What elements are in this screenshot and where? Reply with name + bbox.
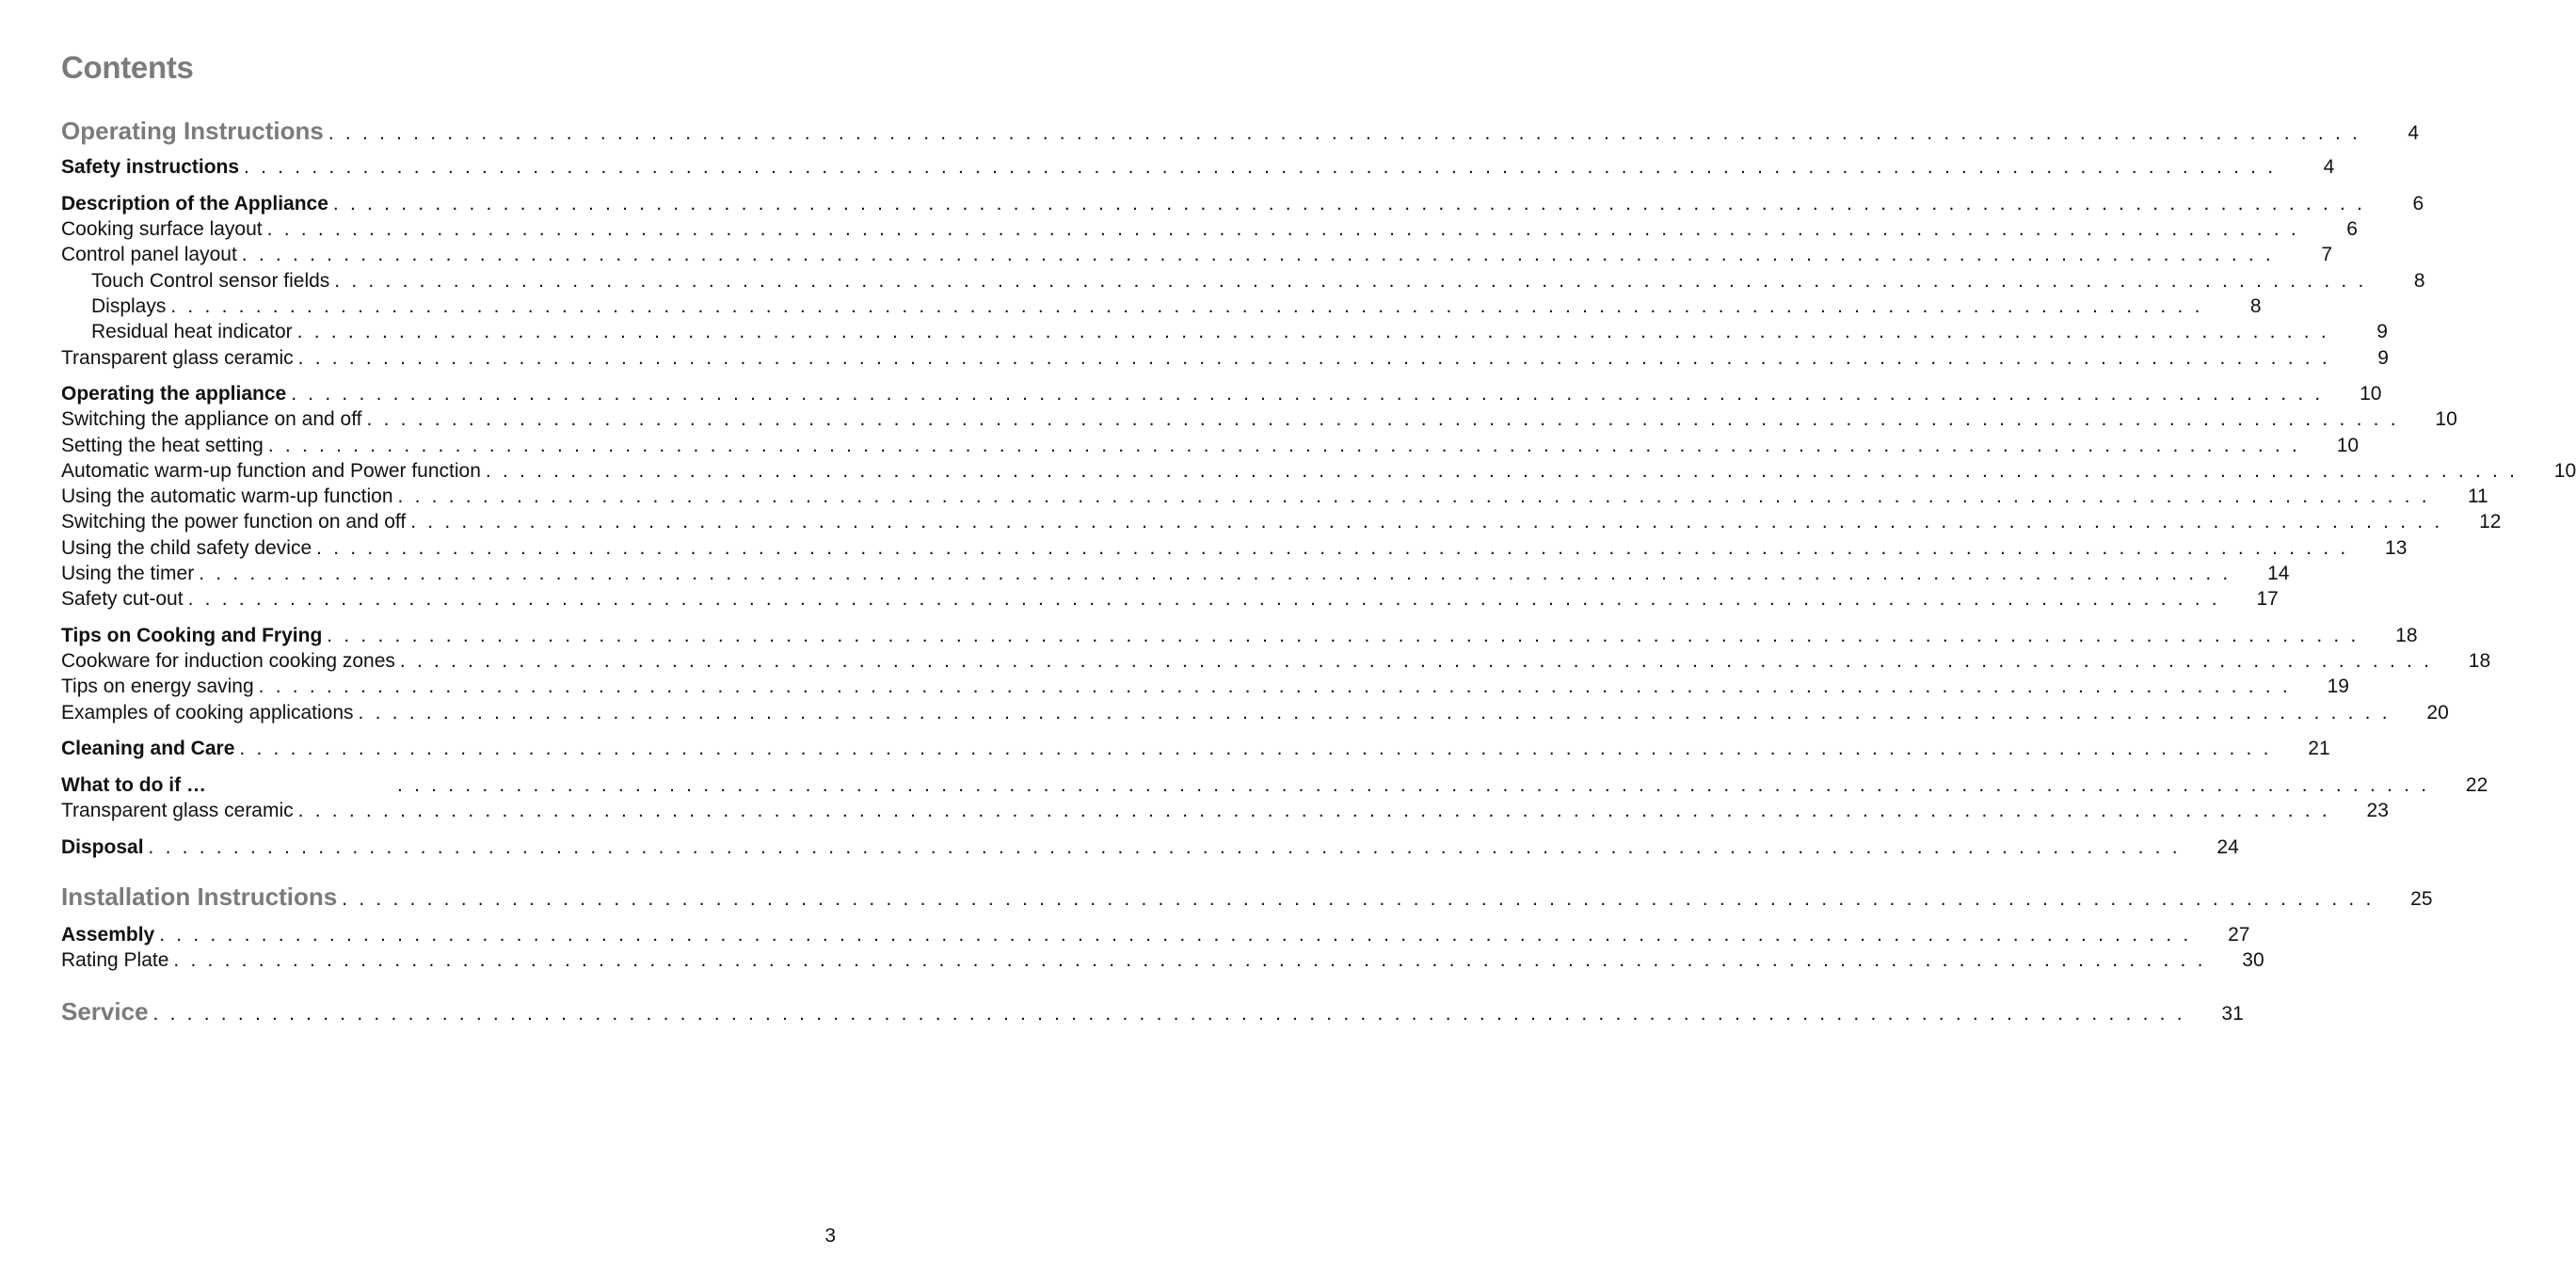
dot-leader: . . . . . . . . . . . . . . . . . . . . . . . . . . . . . . . . . . . . . . . . . . . . . . . . . . . . . . . . . . . . . . . . . . . . . . . . . . . . . . . . . . . . . . . . . . . . . . . . . . . . . . . . . . . . . . . . . . . . . . . . xyxy=(159,924,2192,946)
dot-leader: . . . . . . . . . . . . . . . . . . . . . . . . . . . . . . . . . . . . . . . . . . . . . . . . . . . . . . . . . . . . . . . . . . . . . . . . . . . . . . . . . . . . . . . . . . . . . . . . . . . . . . . . . . . . . . . . . . . . . . . . xyxy=(148,836,2181,858)
toc-entry-page: 19 xyxy=(2327,676,2349,697)
toc-entry-page: 10 xyxy=(2435,408,2457,430)
dot-leader: . . . . . . . . . . . . . . . . . . . . . . . . . . . . . . . . . . . . . . . . . . . . . . . . . . . . . . . . . . . . . . . . . . . . . . . . . . . . . . . . . . . . . . . . . . . . . . . . . . . . . . . . . . . . . . . . . . . . . . . . xyxy=(296,321,2329,342)
dot-leader: . . . . . . . . . . . . . . . . . . . . . . . . . . . . . . . . . . . . . . . . . . . . . . . . . . . . . . . . . . . . . . . . . . . . . . . . . . . . . . . . . . . . . . . . . . . . . . . . . . . . . . . . . . . . . . . . . . . . . . . . xyxy=(399,650,2433,672)
toc-entry-label: Residual heat indicator xyxy=(91,321,293,342)
toc-entry-label: Cleaning and Care xyxy=(61,738,235,759)
toc-entry-label: Assembly xyxy=(61,924,155,946)
toc-entry xyxy=(61,407,2457,432)
dot-leader: . . . . . . . . . . . . . . . . . . . . . . . . . . . . . . . . . . . . . . . . . . . . . . . . . . . . . . . . . . . . . . . . . . . . . . . . . . . . . . . . . . . . . . . . . . . . . . . . . . . . . . . . . . . . . . . . . . . . . . . . xyxy=(327,625,2360,646)
toc-entry-label: Examples of cooking applications xyxy=(61,702,354,723)
toc-entry xyxy=(61,675,2349,699)
toc-entry-label: Setting the heat setting xyxy=(61,435,264,456)
page-title: Contents xyxy=(61,50,194,85)
toc-entry xyxy=(61,485,2488,509)
toc-entry-page: 13 xyxy=(2385,537,2408,559)
toc-entry-label: Displays xyxy=(91,295,167,317)
toc-entry-page: 8 xyxy=(2413,270,2425,292)
toc-entry xyxy=(61,346,2389,371)
toc-entry xyxy=(61,948,2264,973)
dot-leader: . . . . . . . . . . . . . . . . . . . . . . . . . . . . . . . . . . . . . . . . . . . . . . . . . . . . . . . . . . . . . . . . . . . . . . . . . . . . . . . . . . . . . . . . . . . . . . . . . . . . . . . . . . . . . . . . . . . . . . . . xyxy=(267,435,2301,456)
footer-page-number: 3 xyxy=(824,1225,836,1247)
toc-entry xyxy=(61,799,2389,823)
dot-leader: . . . . . . . . . . . . . . . . . . . . . . . . . . . . . . . . . . . . . . . . . . . . . . . . . . . . . . . . . . . . . . . . . . . . . . . . . . . . . . . . . . . . . . . . . . . . . . . . . . . . . . . . . . . . . . . . . . . . . . . . xyxy=(241,244,2275,265)
toc-entry xyxy=(61,701,2449,725)
toc-entry xyxy=(61,587,2279,612)
toc-entry-page: 9 xyxy=(2377,347,2389,369)
toc-entry-page: 6 xyxy=(2412,193,2424,215)
toc-entry-label: Description of the Appliance xyxy=(61,193,328,215)
toc-entry-page: 6 xyxy=(2346,218,2358,240)
toc-entry-label: Switching the appliance on and off xyxy=(61,408,362,430)
dot-leader: . . . . . . . . . . . . . . . . . . . . . . . . . . . . . . . . . . . . . . . . . . . . . . . . . . . . . . . . . . . . . . . . . . . . . . . . . . . . . . . . . . . . . . . . . . . . . . . . . . . . . . . . . . . . . . . . . . . . . . . . xyxy=(397,774,2430,796)
toc-entry xyxy=(61,269,2425,294)
dot-leader: . . . . . . . . . . . . . . . . . . . . . . . . . . . . . . . . . . . . . . . . . . . . . . . . . . . . . . . . . . . . . . . . . . . . . . . . . . . . . . . . . . . . . . . . . . . . . . . . . . . . . . . . . . . . . . . . . . . . . . . . xyxy=(358,702,2391,723)
toc-entry-page: 14 xyxy=(2267,563,2290,584)
dot-leader: . . . . . . . . . . . . . . . . . . . . . . . . . . . . . . . . . . . . . . . . . . . . . . . . . . . . . . . . . . . . . . . . . . . . . . . . . . . . . . . . . . . . . . . . . . . . . . . . . . . . . . . . . . . . . . . . . . . . . . . . xyxy=(366,408,2399,430)
toc-entry-label: Safety cut-out xyxy=(61,588,184,610)
toc-entry xyxy=(61,510,2502,534)
toc-entry-page: 18 xyxy=(2395,625,2418,646)
toc-entry xyxy=(61,217,2358,242)
dot-leader: . . . . . . . . . . . . . . . . . . . . . . . . . . . . . . . . . . . . . . . . . . . . . . . . . . . . . . . . . . . . . . . . . . . . . . . . . . . . . . . . . . . . . . . . . . . . . . . . . . . . . . . . . . . . . . . . . . . . . . . . xyxy=(332,193,2366,215)
toc-entry-page: 10 xyxy=(2553,460,2576,482)
toc-entry xyxy=(61,459,2576,484)
toc-entry-label: Cookware for induction cooking zones xyxy=(61,650,395,672)
toc-entry xyxy=(61,624,2418,648)
toc-entry-label: Using the automatic warm-up function xyxy=(61,485,393,507)
dot-leader: . . . . . . . . . . . . . . . . . . . . . . . . . . . . . . . . . . . . . . . . . . . . . . . . . . . . . . . . . . . . . . . . . . . . . . . . . . . . . . . . . . . . . . . . . . . . . . . . . . . . . . . . . . . . . . . . . . . . . . . . xyxy=(410,511,2443,533)
dot-leader: . . . . . . . . . . . . . . . . . . . . . . . . . . . . . . . . . . . . . . . . . . . . . . . . . . . . . . . . . . . . . . . . . . . . . . . . . . . . . . . . . . . . . . . . . . . . . . . . . . . . . . . . . . . . . . . . . . . . . . . . xyxy=(244,156,2277,178)
toc-entry-label: Rating Plate xyxy=(61,949,169,971)
toc-entry xyxy=(61,294,2262,319)
toc-entry-page: 20 xyxy=(2426,702,2449,723)
toc-entry xyxy=(61,835,2239,860)
dot-leader: . . . . . . . . . . . . . . . . . . . . . . . . . . . . . . . . . . . . . . . . . . . . . . . . . . . . . . . . . . . . . . . . . . . . . . . . . . . . . . . . . . . . . . . . . . . . . . . . . . . . . . . . . . . . . . . . . . . . . . . . xyxy=(258,676,2291,697)
toc-entry-label: Automatic warm-up function and Power function xyxy=(61,460,481,482)
toc-entry-page: 24 xyxy=(2216,836,2239,858)
toc-entry-label: Using the timer xyxy=(61,563,195,584)
toc-entry-page: 30 xyxy=(2242,949,2264,971)
toc-entry-page: 12 xyxy=(2479,511,2502,533)
dot-leader: . . . . . . . . . . . . . . . . . . . . . . . . . . . . . . . . . . . . . . . . . . . . . . . . . . . . . . . . . . . . . . . . . . . . . . . . . . . . . . . . . . . . . . . . . . . . . . . . . . . . . . . . . . . . . . . . . . . . . . . . xyxy=(297,347,2330,369)
toc-entry xyxy=(61,382,2382,406)
dot-leader: . . . . . . . . . . . . . . . . . . . . . . . . . . . . . . . . . . . . . . . . . . . . . . . . . . . . . . . . . . . . . . . . . . . . . . . . . . . . . . . . . . . . . . . . . . . . . . . . . . . . . . . . . . . . . . . . . . . . . . . . xyxy=(291,383,2324,405)
toc-entry xyxy=(61,882,2433,911)
toc-entry xyxy=(61,737,2330,761)
toc-entry-page: 18 xyxy=(2468,650,2491,672)
toc-entry-page: 4 xyxy=(2408,122,2420,144)
dot-leader: . . . . . . . . . . . . . . . . . . . . . . . . . . . . . . . . . . . . . . . . . . . . . . . . . . . . . . . . . . . . . . . . . . . . . . . . . . . . . . . . . . . . . . . . . . . . . . . . . . . . . . . . . . . . . . . . . . . . . . . . xyxy=(334,270,2367,292)
toc-entry xyxy=(61,117,2420,145)
toc-entry-page: 9 xyxy=(2376,321,2388,342)
toc-entry-label: Tips on Cooking and Frying xyxy=(61,625,323,646)
toc-entry-label: Using the child safety device xyxy=(61,537,312,559)
toc-entry xyxy=(61,192,2424,216)
toc-entry xyxy=(61,923,2250,947)
toc-entry xyxy=(61,155,2335,180)
toc-entry-label: Transparent glass ceramic xyxy=(61,800,294,821)
toc-entry-label: Tips on energy saving xyxy=(61,676,254,697)
toc-entry-label: Switching the power function on and off xyxy=(61,511,407,533)
toc-entry-label: Touch Control sensor fields xyxy=(91,270,330,292)
dot-leader: . . . . . . . . . . . . . . . . . . . . . . . . . . . . . . . . . . . . . . . . . . . . . . . . . . . . . . . . . . . . . . . . . . . . . . . . . . . . . . . . . . . . . . . . . . . . . . . . . . . . . . . . . . . . . . . . . . . . . . . . xyxy=(316,537,2349,559)
dot-leader: . . . . . . . . . . . . . . . . . . . . . . . . . . . . . . . . . . . . . . . . . . . . . . . . . . . . . . . . . . . . . . . . . . . . . . . . . . . . . . . . . . . . . . . . . . . . . . . . . . . . . . . . . . . . . . . . . . . . . . . . xyxy=(173,949,2206,971)
toc-entry xyxy=(61,536,2408,561)
toc-entry-label: Transparent glass ceramic xyxy=(61,347,294,369)
toc-entry-label: Service xyxy=(61,997,149,1026)
dot-leader: . . . . . . . . . . . . . . . . . . . . . . . . . . . . . . . . . . . . . . . . . . . . . . . . . . . . . . . . . . . . . . . . . . . . . . . . . . . . . . . . . . . . . . . . . . . . . . . . . . . . . . . . . . . . . . . . . . . . . . . . xyxy=(170,295,2203,317)
toc-entry-label: Control panel layout xyxy=(61,244,237,265)
dot-leader: . . . . . . . . . . . . . . . . . . . . . . . . . . . . . . . . . . . . . . . . . . . . . . . . . . . . . . . . . . . . . . . . . . . . . . . . . . . . . . . . . . . . . . . . . . . . . . . . . . . . . . . . . . . . . . . . . . . . . . . . xyxy=(199,563,2232,584)
toc-entry-page: 17 xyxy=(2256,588,2279,610)
toc-entry-page: 7 xyxy=(2321,244,2333,265)
toc-entry xyxy=(61,320,2388,344)
toc-entry-page: 27 xyxy=(2228,924,2250,946)
toc-entry xyxy=(61,562,2290,586)
dot-leader: . . . . . . . . . . . . . . . . . . . . . . . . . . . . . . . . . . . . . . . . . . . . . . . . . . . . . . . . . . . . . . . . . . . . . . . . . . . . . . . . . . . . . . . . . . . . . . . . . . . . . . . . . . . . . . . . . . . . . . . . xyxy=(397,485,2430,507)
toc-entry-page: 11 xyxy=(2467,485,2488,507)
toc-entry xyxy=(61,649,2491,674)
toc-entry-label: Safety instructions xyxy=(61,156,240,178)
toc-entry-page: 8 xyxy=(2249,295,2262,317)
dot-leader: . . . . . . . . . . . . . . . . . . . . . . . . . . . . . . . . . . . . . . . . . . . . . . . . . . . . . . . . . . . . . . . . . . . . . . . . . . . . . . . . . . . . . . . . . . . . . . . . . . . . . . . . . . . . . . . . . . . . . . . . xyxy=(152,1003,2185,1025)
toc-entry-label: Cooking surface layout xyxy=(61,218,263,240)
dot-leader: . . . . . . . . . . . . . . . . . . . . . . . . . . . . . . . . . . . . . . . . . . . . . . . . . . . . . . . . . . . . . . . . . . . . . . . . . . . . . . . . . . . . . . . . . . . . . . . . . . . . . . . . . . . . . . . . . . . . . . . . xyxy=(342,888,2375,910)
toc-entry-label: Disposal xyxy=(61,836,144,858)
toc-entry-page: 10 xyxy=(2336,435,2360,456)
toc-entry xyxy=(61,434,2360,458)
toc-entry-page: 31 xyxy=(2221,1003,2244,1025)
toc-entry-label: Installation Instructions xyxy=(61,882,338,911)
toc-entry-label: Operating the appliance xyxy=(61,383,287,405)
toc-entry-label: Operating Instructions xyxy=(61,117,324,145)
toc-entry-page: 21 xyxy=(2308,738,2330,759)
toc-entry-page: 22 xyxy=(2465,774,2488,796)
dot-leader: . . . . . . . . . . . . . . . . . . . . . . . . . . . . . . . . . . . . . . . . . . . . . . . . . . . . . . . . . . . . . . . . . . . . . . . . . . . . . . . . . . . . . . . . . . . . . . . . . . . . . . . . . . . . . . . . . . . . . . . . xyxy=(328,122,2361,144)
toc-entry xyxy=(61,243,2333,267)
dot-leader: . . . . . . . . . . . . . . . . . . . . . . . . . . . . . . . . . . . . . . . . . . . . . . . . . . . . . . . . . . . . . . . . . . . . . . . . . . . . . . . . . . . . . . . . . . . . . . . . . . . . . . . . . . . . . . . . . . . . . . . . xyxy=(187,588,2220,610)
toc-entry xyxy=(61,773,2488,798)
dot-leader: . . . . . . . . . . . . . . . . . . . . . . . . . . . . . . . . . . . . . . . . . . . . . . . . . . . . . . . . . . . . . . . . . . . . . . . . . . . . . . . . . . . . . . . . . . . . . . . . . . . . . . . . . . . . . . . . . . . . . . . . xyxy=(485,460,2519,482)
dot-leader: . . . . . . . . . . . . . . . . . . . . . . . . . . . . . . . . . . . . . . . . . . . . . . . . . . . . . . . . . . . . . . . . . . . . . . . . . . . . . . . . . . . . . . . . . . . . . . . . . . . . . . . . . . . . . . . . . . . . . . . . xyxy=(297,800,2330,821)
toc-entry-page: 25 xyxy=(2410,888,2433,910)
toc-entry-page: 10 xyxy=(2360,383,2382,405)
toc-entry-page: 4 xyxy=(2323,156,2335,178)
dot-leader: . . . . . . . . . . . . . . . . . . . . . . . . . . . . . . . . . . . . . . . . . . . . . . . . . . . . . . . . . . . . . . . . . . . . . . . . . . . . . . . . . . . . . . . . . . . . . . . . . . . . . . . . . . . . . . . . . . . . . . . . xyxy=(266,218,2299,240)
toc-entry-label: What to do if … xyxy=(61,774,206,796)
toc-entry xyxy=(61,997,2244,1026)
toc-entry-page: 23 xyxy=(2366,800,2389,821)
dot-leader: . . . . . . . . . . . . . . . . . . . . . . . . . . . . . . . . . . . . . . . . . . . . . . . . . . . . . . . . . . . . . . . . . . . . . . . . . . . . . . . . . . . . . . . . . . . . . . . . . . . . . . . . . . . . . . . . . . . . . . . . xyxy=(239,738,2272,759)
